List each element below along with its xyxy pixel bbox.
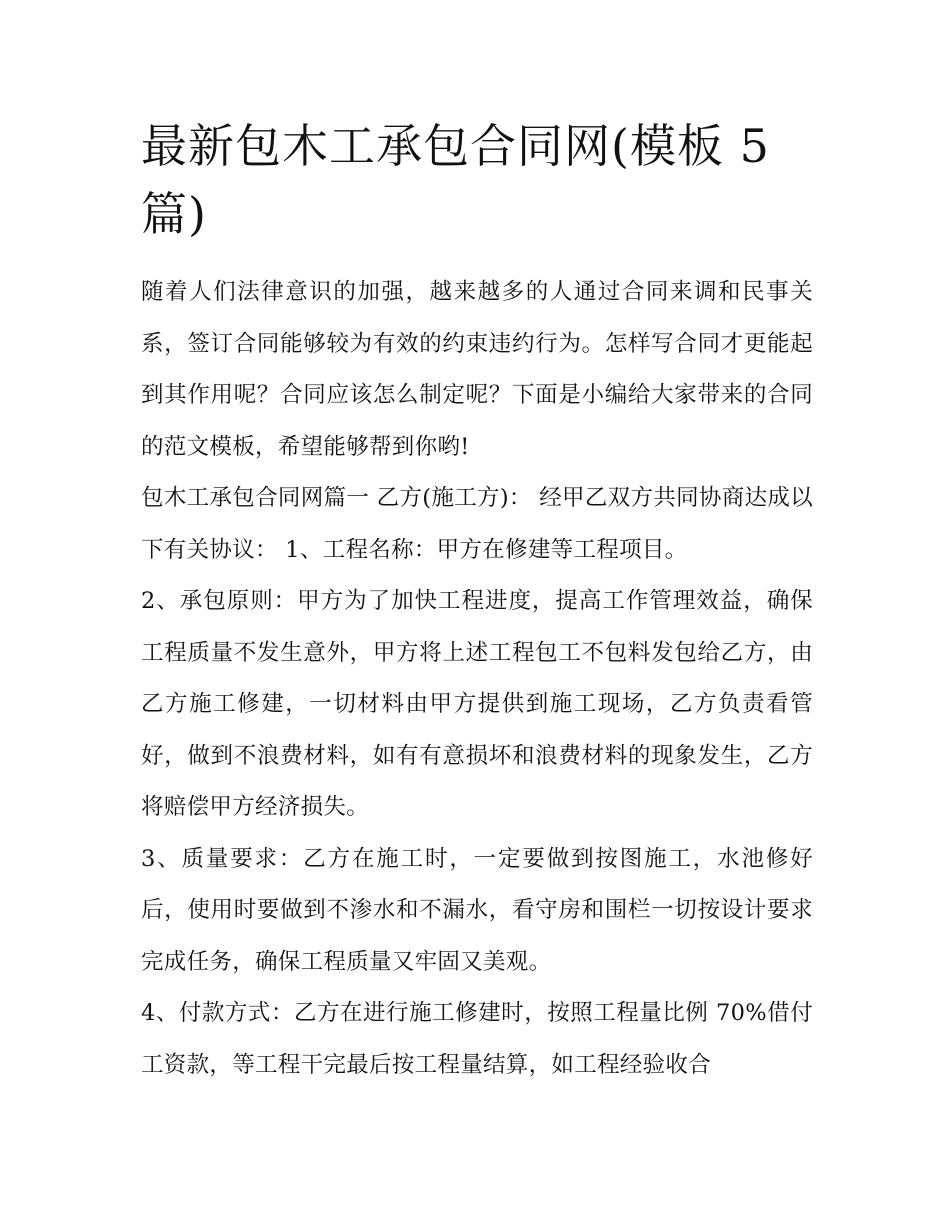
document-title: 最新包木工承包合同网(模板 5 篇): [141, 119, 770, 241]
document-body: [141, 267, 813, 1091]
clause-3-paragraph: 3、质量要求：乙方在施工时，一定要做到按图施工，水池修好后，使用时要做到不渗水和不漏水，看守房和围栏一切按设计要求完成任务，确保工程质量又牢固又美观。: [141, 845, 813, 975]
intro-paragraph: 随着人们法律意识的加强，越来越多的人通过合同来调和民事关系，签订合同能够较为有效的约束违约行为。怎样写合同才更能起到其作用呢？合同应该怎么制定呢？下面是小编给大家带来的合同的范文模板，希望能够帮到你哟!: [141, 279, 813, 460]
clause-2-paragraph: 2、承包原则：甲方为了加快工程进度，提高工作管理效益，确保工程质量不发生意外，甲方将上述工程包工不包料发包给乙方，由乙方施工修建，一切材料由甲方提供到施工现场，乙方负责看管好，做到不浪费材料，如有有意损坏和浪费材料的现象发生，乙方将赔偿甲方经济损失。: [141, 588, 813, 820]
document-content: [141, 112, 813, 1091]
clause-4-paragraph: 4、付款方式：乙方在进行施工修建时，按照工程量比例 70%借付工资款，等工程干完最后按工程量结算，如工程经验收合: [141, 1000, 813, 1078]
contract-opening-paragraph: 包木工承包合同网篇一 乙方(施工方)： 经甲乙双方共同协商达成以下有关协议： 1、工程名称：甲方在修建等工程项目。: [141, 485, 813, 563]
